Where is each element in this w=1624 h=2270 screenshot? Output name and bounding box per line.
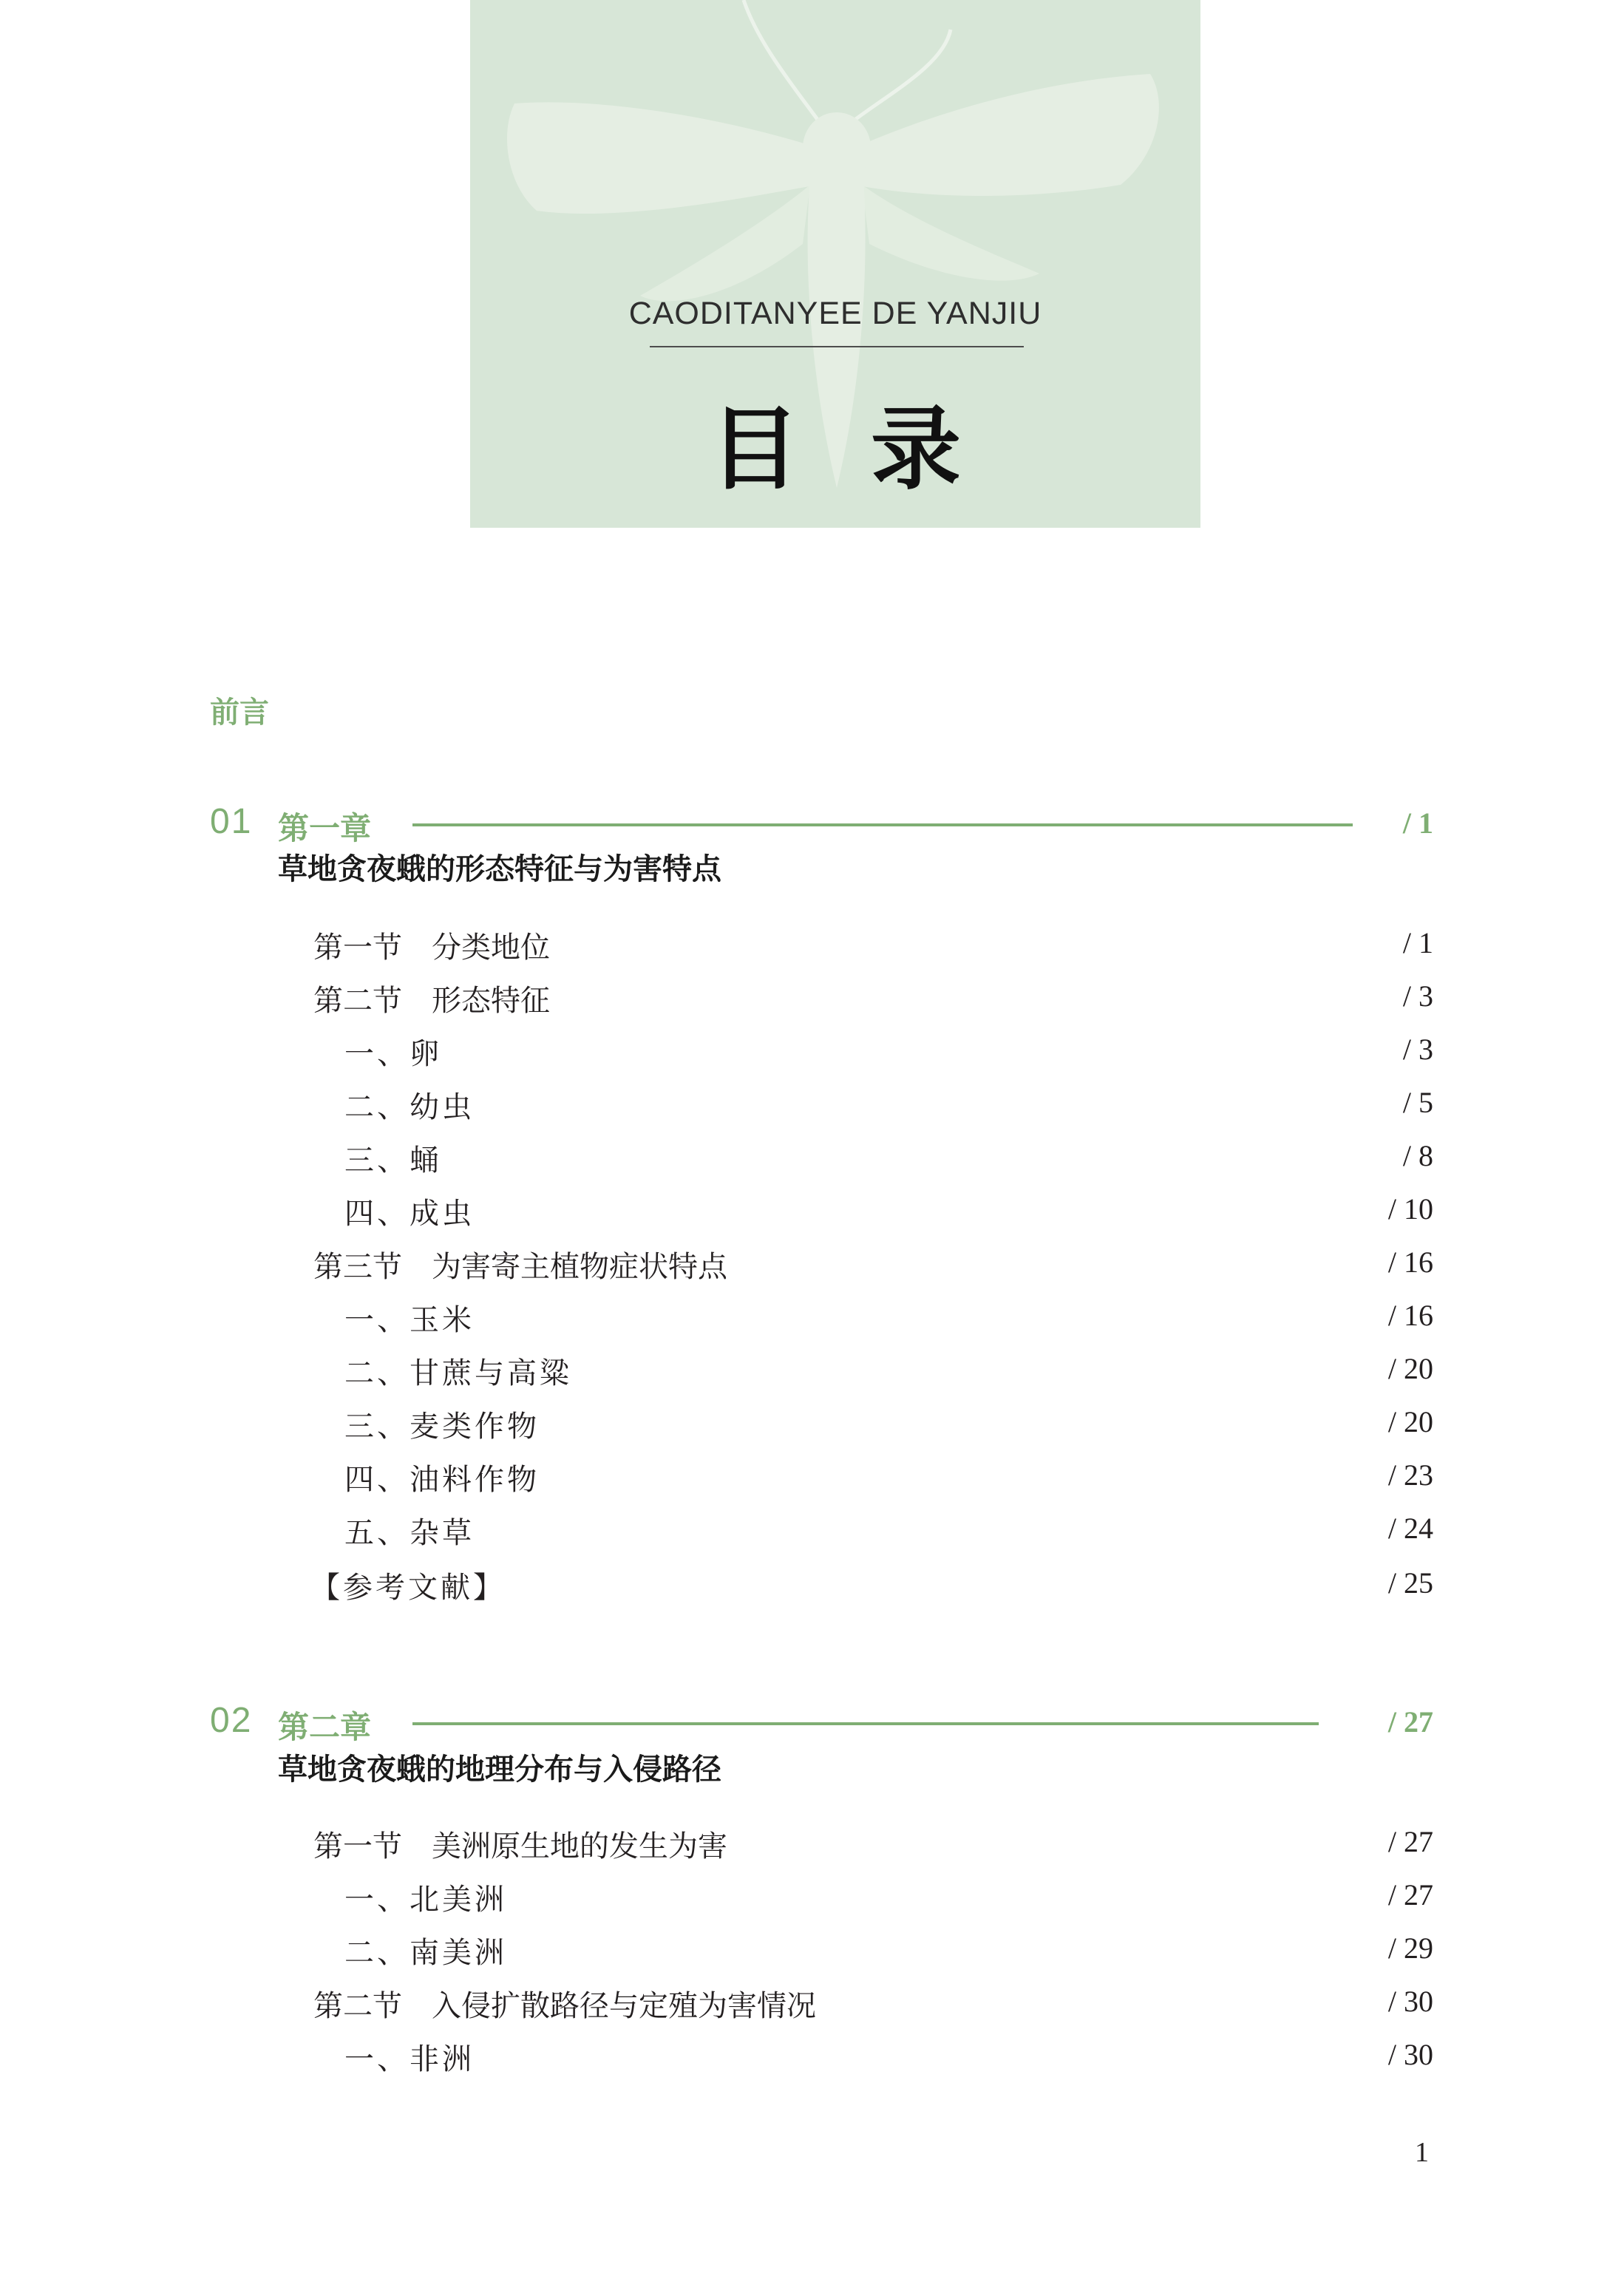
- toc-subsection[interactable]: [0, 1509, 1624, 1551]
- entry-text: 一、非洲: [344, 2042, 475, 2076]
- entry-page: / 27: [1387, 1878, 1433, 1912]
- entry-page: / 30: [1387, 1985, 1433, 2018]
- banner-divider: [650, 346, 1024, 347]
- entry-page: / 8: [1402, 1139, 1433, 1172]
- chapter-heading[interactable]: [0, 1700, 1624, 1744]
- entry-page: / 23: [1387, 1458, 1433, 1492]
- entry-page: / 3: [1402, 1033, 1433, 1066]
- entry-text: 三、麦类作物: [344, 1410, 540, 1444]
- entry-text: 二、幼虫: [344, 1090, 475, 1124]
- toc-subsection[interactable]: [0, 1456, 1624, 1498]
- entry-page: / 3: [1402, 979, 1433, 1013]
- entry-text: 四、成虫: [344, 1197, 475, 1231]
- toc-subsection[interactable]: [0, 1137, 1624, 1178]
- entry-page: / 24: [1387, 1512, 1433, 1545]
- entry-page: / 5: [1402, 1086, 1433, 1119]
- entry-page: / 10: [1387, 1192, 1433, 1226]
- entry-text: 第二节 入侵扩散路径与定殖为害情况: [313, 1989, 816, 2023]
- entry-page: / 1: [1402, 926, 1433, 959]
- entry-text: 【参考文献】: [310, 1571, 506, 1605]
- entry-text: 五、杂草: [344, 1516, 475, 1550]
- entry-text: 第二节 形态特征: [313, 984, 550, 1018]
- toc-subsection[interactable]: [0, 1403, 1624, 1444]
- entry-page: / 20: [1387, 1405, 1433, 1438]
- entry-page: / 25: [1387, 1566, 1433, 1600]
- toc-section[interactable]: [0, 924, 1624, 965]
- chapter-heading[interactable]: [0, 801, 1624, 846]
- entry-page: / 20: [1387, 1352, 1433, 1385]
- entry-text: 一、卵: [344, 1037, 442, 1071]
- banner-subtitle: CAODITANYEE DE YANJIU: [628, 296, 1042, 331]
- entry-page: / 16: [1387, 1246, 1433, 1279]
- page-number: 1: [1415, 2137, 1429, 2168]
- chapter-label: 第一章: [278, 810, 372, 846]
- entry-text: 二、甘蔗与高粱: [344, 1356, 572, 1390]
- chapter-number: 02: [210, 1701, 253, 1740]
- entry-text: 二、南美洲: [344, 1936, 507, 1970]
- toc-subsection[interactable]: [0, 1084, 1624, 1125]
- cover-banner: [470, 0, 1200, 528]
- chapter-title[interactable]: 草地贪夜蛾的地理分布与入侵路径: [278, 1753, 721, 1787]
- entry-text: 三、蛹: [344, 1144, 442, 1178]
- entry-text: 第三节 为害寄主植物症状特点: [313, 1250, 727, 1284]
- toc-subsection[interactable]: [0, 1030, 1624, 1072]
- toc-section[interactable]: [0, 1982, 1624, 2024]
- chapter-page: / 1: [1402, 806, 1433, 840]
- entry-page: / 30: [1387, 2038, 1433, 2071]
- toc-references[interactable]: [0, 1564, 1624, 1605]
- entry-page: / 29: [1387, 1931, 1433, 1965]
- entry-text: 一、玉米: [344, 1303, 475, 1337]
- preface-link[interactable]: 前言: [210, 696, 269, 730]
- entry-text: 第一节 分类地位: [313, 931, 550, 965]
- entry-page: / 16: [1387, 1299, 1433, 1332]
- toc-subsection[interactable]: [0, 1929, 1624, 1971]
- toc-subsection[interactable]: [0, 1297, 1624, 1338]
- toc-subsection[interactable]: [0, 1190, 1624, 1231]
- chapter-rule: [412, 823, 1353, 826]
- entry-text: 第一节 美洲原生地的发生为害: [313, 1829, 727, 1863]
- chapter-rule: [412, 1722, 1319, 1725]
- chapter-number: 01: [210, 802, 253, 841]
- toc-subsection[interactable]: [0, 1876, 1624, 1917]
- toc-section[interactable]: [0, 1823, 1624, 1864]
- chapter-label: 第二章: [278, 1709, 372, 1745]
- chapter-page: / 27: [1387, 1705, 1433, 1739]
- toc-subsection[interactable]: [0, 1350, 1624, 1391]
- chapter-title[interactable]: 草地贪夜蛾的形态特征与为害特点: [278, 852, 721, 886]
- toc-subsection[interactable]: [0, 2036, 1624, 2077]
- entry-text: 四、油料作物: [344, 1463, 540, 1497]
- entry-page: / 27: [1387, 1825, 1433, 1858]
- toc-title: 目录: [710, 397, 1032, 502]
- toc-section[interactable]: [0, 1243, 1624, 1285]
- toc-section[interactable]: [0, 977, 1624, 1019]
- entry-text: 一、北美洲: [344, 1883, 507, 1917]
